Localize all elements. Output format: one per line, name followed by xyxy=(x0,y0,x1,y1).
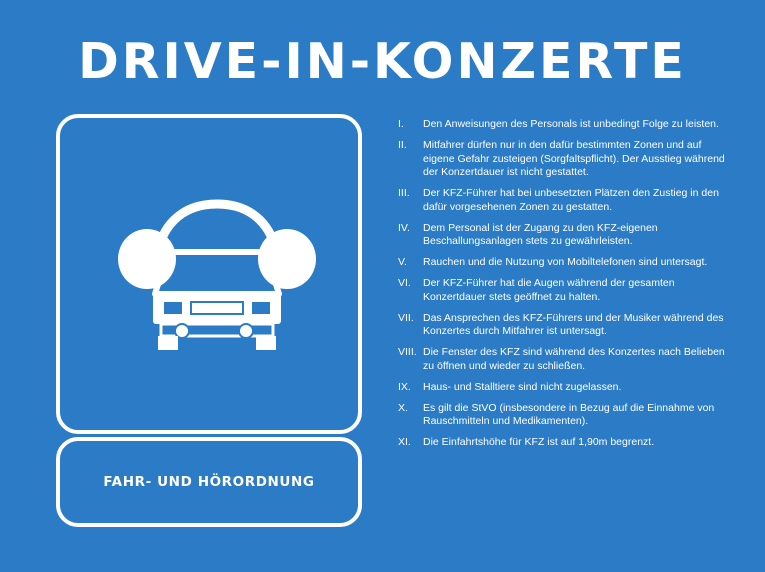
rule-text: Das Ansprechen des KFZ-Führers und der Musiker während des Konzertes durch Mitfahrer ist untersagt. xyxy=(423,311,724,337)
rule-text: Rauchen und die Nutzung von Mobiltelefonen sind untersagt. xyxy=(423,256,708,268)
rule-text: Der KFZ-Führer hat bei unbesetzten Plätzen den Zustieg in den dafür vorgesehenen Zonen zu gestatten. xyxy=(423,187,719,213)
list-item xyxy=(398,277,728,304)
sign-label-panel xyxy=(56,437,362,527)
rule-text: Der KFZ-Führer hat die Augen während der gesamten Konzertdauer stets geöffnet zu halten. xyxy=(423,277,675,303)
rule-number: XI. xyxy=(398,436,411,448)
list-item xyxy=(398,381,728,395)
sign-label: FAHR- UND HÖRORDNUNG xyxy=(103,474,315,490)
list-item xyxy=(398,346,728,373)
rule-number: VI. xyxy=(398,277,411,289)
list-item xyxy=(398,139,728,180)
page-title: DRIVE-IN-KONZERTE xyxy=(78,33,687,90)
rule-number: IV. xyxy=(398,221,410,234)
rule-number: VIII. xyxy=(398,346,417,358)
rule-text: Haus- und Stalltiere sind nicht zugelassen. xyxy=(423,380,622,393)
rule-text: Mitfahrer dürfen nur in den dafür bestimmten Zonen und auf eigene Gefahr zusteigen (Sorgfaltspflicht). Der Ausstieg während der Konzertdauer ist nicht gestattet. xyxy=(423,139,725,178)
rules-list xyxy=(398,118,728,457)
rule-number: I. xyxy=(398,118,404,130)
rule-text: Die Fenster des KFZ sind während des Konzertes nach Belieben zu öffnen und wieder zu schließen. xyxy=(423,346,725,372)
rule-number: V. xyxy=(398,256,407,268)
list-item xyxy=(398,402,728,429)
rule-text: Es gilt die StVO (insbesondere in Bezug auf die Einnahme von Rauschmitteln und Medikamenten). xyxy=(423,401,715,427)
rule-text: Den Anweisungen des Personals ist unbedingt Folge zu leisten. xyxy=(423,118,719,130)
rule-number: II. xyxy=(398,139,407,151)
list-item xyxy=(398,187,728,214)
list-item xyxy=(398,312,728,339)
list-item xyxy=(398,256,728,270)
rule-number: VII. xyxy=(398,311,414,324)
list-item xyxy=(398,118,728,132)
rule-number: IX. xyxy=(398,380,411,393)
rule-text: Dem Personal ist der Zugang zu den KFZ-eigenen Beschallungsanlagen stets zu gewährleisten. xyxy=(423,221,658,247)
list-item xyxy=(398,436,728,450)
rule-text: Die Einfahrtshöhe für KFZ ist auf 1,90m begrenzt. xyxy=(423,436,655,448)
car-with-headphones-icon xyxy=(60,118,358,430)
rule-number: X. xyxy=(398,401,408,414)
rule-number: III. xyxy=(398,187,410,199)
list-item xyxy=(398,222,728,249)
sign-panel xyxy=(56,114,362,434)
